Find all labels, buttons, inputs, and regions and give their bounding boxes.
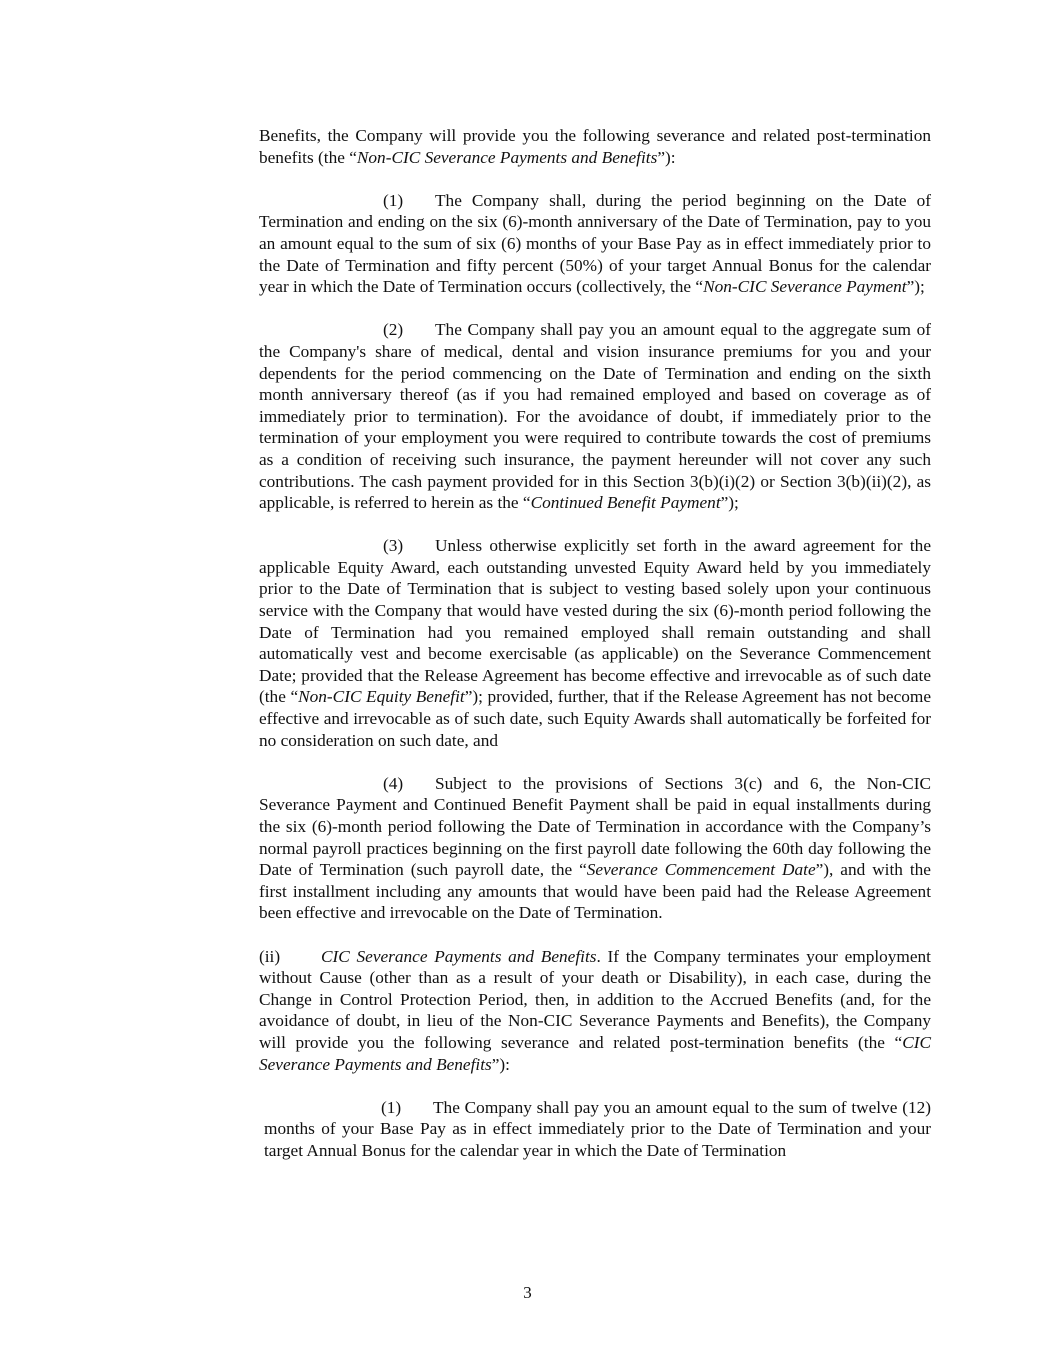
item-number: (3): [383, 536, 404, 556]
item-4-paragraph: (4) Subject to the provisions of Sections 3(c) and 6, the Non-CIC Severance Payment and Continued Benefit Payment shall be paid in equal installments during the six (6)-month period following the Date of Termination in accordance with the Company’s normal payroll practices beginning on the first payroll date following the 60th day following the Date of Termination (such payroll date, the “Severance Commencement Date”), and with the first installment including any amounts that would have been paid had the Release Agreement been effective and irrevocable on the Date of Termination.: [259, 773, 931, 923]
item-number: (1): [383, 190, 404, 210]
intro-paragraph: Benefits, the Company will provide you the following severance and related post-termination benefits (the “Non-CIC Severance Payments and Benefits”):: [259, 126, 931, 167]
page-number: 3: [523, 1283, 532, 1302]
section-ii-paragraph: (ii) CIC Severance Payments and Benefits. If the Company terminates your employment without Cause (other than as a result of your death or Disability), in each case, during the Change in Control Protection Period, then, in addition to the Accrued Benefits (and, for the avoidance of doubt, in lieu of the Non-CIC Severance Payments and Benefits), the Company will provide you the following severance and related post-termination benefits (the “CIC Severance Payments and Benefits”):: [259, 946, 931, 1074]
item-3-paragraph: (3) Unless otherwise explicitly set forth in the award agreement for the applicable Equity Award, each outstanding unvested Equity Award held by you immediately prior to the Date of Termination that is subject to vesting based solely upon your continuous service with the Company that would have vested during the six (6)-month period following the Date of Termination had you remained employed shall remain outstanding and shall automatically vest and become exercisable (as applicable) on the Severance Commencement Date; provided that the Release Agreement has become effective and irrevocable as of such date (the “Non-CIC Equity Benefit”); provided, further, that if the Release Agreement has not become effective and irrevocable as of such date, such Equity Awards shall automatically be forfeited for no consideration on such date, and: [259, 536, 932, 750]
section-heading: CIC Severance Payments and Benefits: [321, 946, 597, 966]
item-number: (4): [383, 773, 404, 793]
item-1-paragraph: (1) The Company shall, during the period beginning on the Date of Termination and ending on the six (6)-month anniversary of the Date of Termination, pay to you an amount equal to the sum of six (6) months of your Base Pay as in effect immediately prior to the Date of Termination and fifty percent (50%) of your target Annual Bonus for the calendar year in which the Date of Termination occurs (collectively, the “Non-CIC Severance Payment”);: [259, 190, 931, 297]
cic-item-1-paragraph: (1) The Company shall pay you an amount equal to the sum of twelve (12) months of your Base Pay as in effect immediately prior to the Date of Termination and your target Annual Bonus for the calendar year in which the Date of Termination: [264, 1097, 931, 1160]
item-2-paragraph: (2) The Company shall pay you an amount equal to the aggregate sum of the Company's share of medical, dental and vision insurance premiums for you and your dependents for the period commencing on the Date of Termination and ending on the sixth month anniversary thereof (as if you had remained employed and based on coverage as of immediately prior to termination). For the avoidance of doubt, if immediately prior to the termination of your employment you were required to contribute towards the cost of premiums as a condition of receiving such insurance, the payment hereunder will not cover any such contributions. The cash payment provided for in this Section 3(b)(i)(2) or Section 3(b)(ii)(2), as applicable, is referred to herein as the “Continued Benefit Payment”);: [259, 320, 931, 513]
item-number: (2): [383, 320, 404, 340]
item-number: (1): [381, 1097, 402, 1117]
section-label: (ii): [259, 946, 281, 966]
document-page: [259, 125, 931, 1183]
